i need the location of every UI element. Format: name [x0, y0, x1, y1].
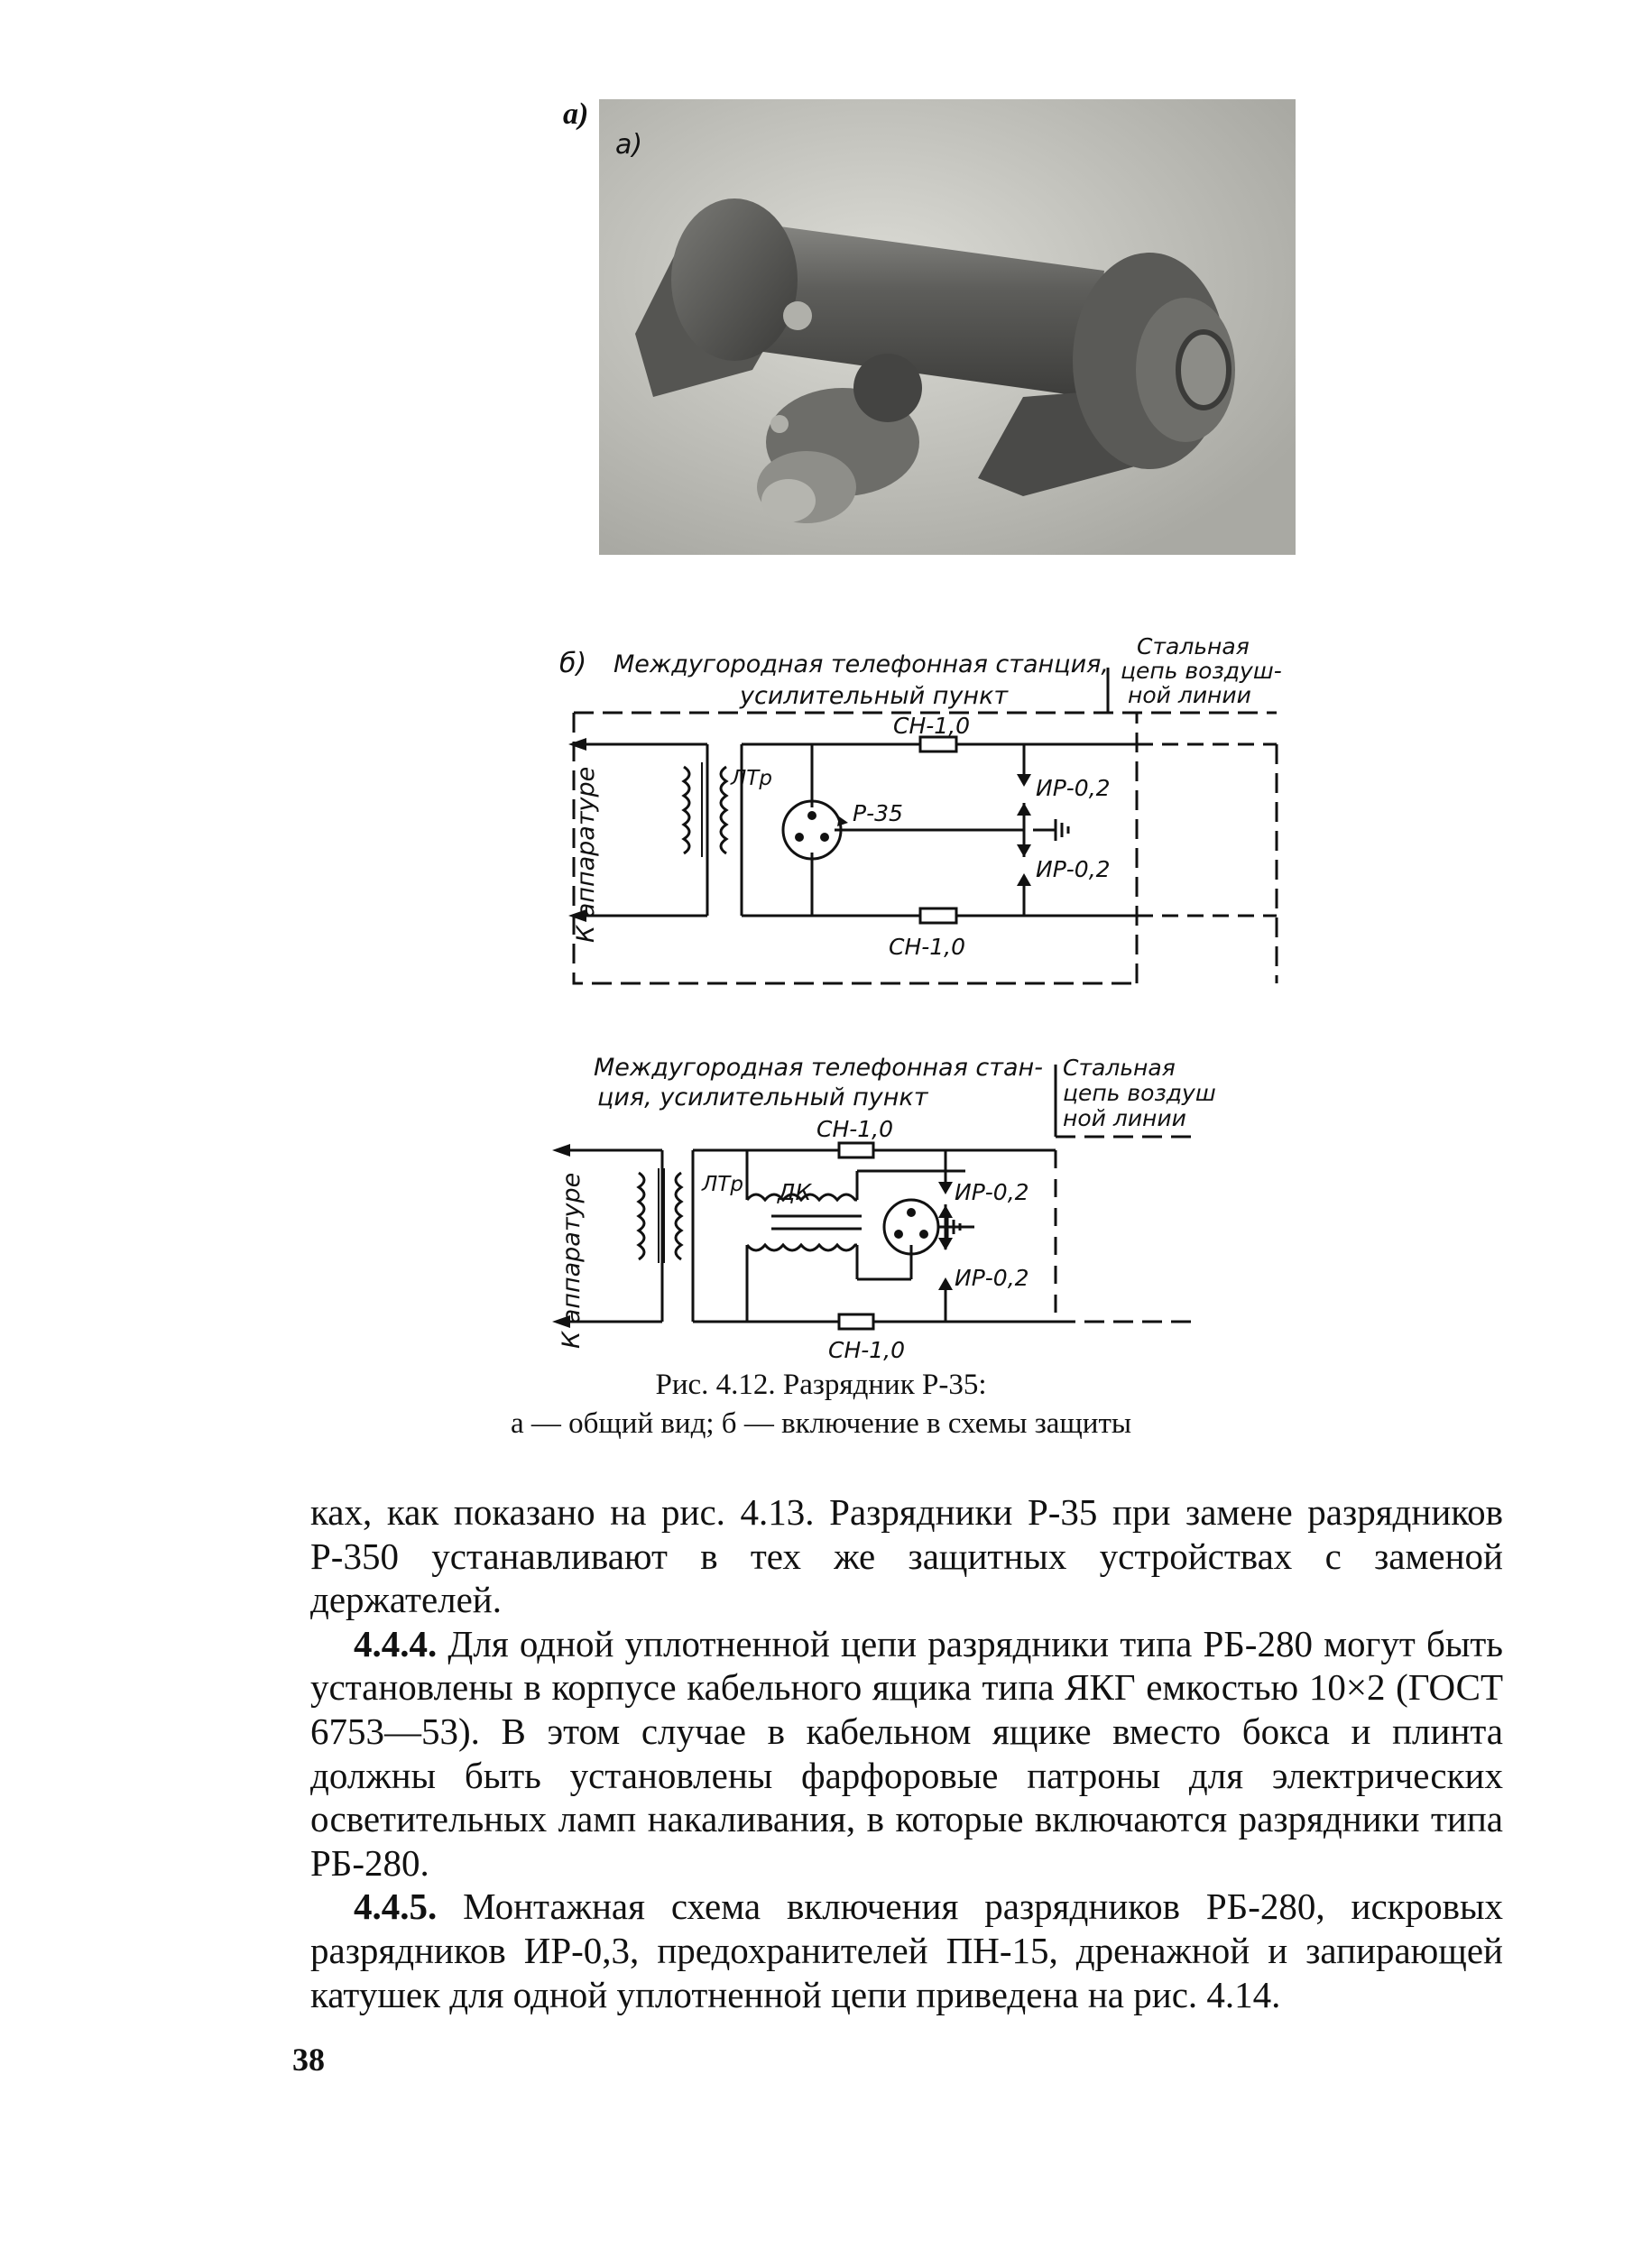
- paragraph-2-text: Для одной уплотненной цепи разрядники типа РБ-280 могут быть установлены в корпусе кабельного ящика типа ЯКГ емкостью 10×2 (ГОСТ 6753—53). В этом случае в кабельном ящике вместо бокса и плинта должны быть установлены фарфоровые патроны для электрических осветительных ламп накаливания, в которые включаются разрядники типа РБ-280.: [310, 1622, 1503, 1884]
- scheme-b-to-equipment: К аппаратуре: [572, 766, 600, 943]
- scheme-b-gap-bottom: ИР-0,2: [1036, 856, 1111, 882]
- body-text: [310, 1490, 1503, 2016]
- scheme-b-gap-top: ИР-0,2: [1036, 775, 1111, 801]
- scheme-b-fuse-bottom: СН-1,0: [889, 934, 966, 960]
- scheme-b-fuse-top-symbol: [920, 737, 956, 751]
- scheme-c-fuse-top: СН-1,0: [816, 1116, 894, 1142]
- svg-text:а): а): [615, 129, 643, 161]
- scheme-c-fuse-bottom: СН-1,0: [828, 1337, 906, 1363]
- scheme-b-station-line2: усилительный пункт: [740, 682, 1009, 710]
- scheme-b-fuse-top: СН-1,0: [893, 713, 971, 739]
- scheme-c-fuse-top-symbol: [839, 1143, 873, 1157]
- scheme-c-dk: ДК: [778, 1179, 812, 1205]
- figure-a-label: а): [563, 97, 589, 131]
- page-number: 38: [292, 2042, 325, 2078]
- scheme-b-station-line1: Междугородная телефонная станция,: [613, 650, 1109, 678]
- scheme-c-steel-line1: Стальная: [1063, 1055, 1176, 1081]
- scheme-c: [541, 1037, 1227, 1380]
- paragraph-2-number: 4.4.4.: [354, 1622, 438, 1664]
- scheme-b-fuse-bottom-symbol: [920, 908, 956, 923]
- scheme-b-arrester: Р-35: [853, 800, 903, 826]
- paragraph-1: ках, как показано на рис. 4.13. Разрядники Р-35 при замене разрядников Р-350 устанавливают в тех же защитных устройствах с заменой держателей.: [310, 1491, 1503, 1621]
- scheme-c-gap-top: ИР-0,2: [955, 1179, 1029, 1205]
- scheme-c-station-line2: ция, усилительный пункт: [597, 1083, 928, 1111]
- paragraph-3-number: 4.4.5.: [354, 1885, 438, 1928]
- scheme-c-steel-line2: цепь воздуш: [1063, 1080, 1216, 1106]
- scheme-b-steel-line2: цепь воздуш-: [1121, 658, 1282, 684]
- paragraph-2: [310, 1622, 1503, 1885]
- arrester-photo-drawing: [599, 99, 1296, 555]
- scheme-c-gap-bottom: ИР-0,2: [955, 1265, 1029, 1291]
- scheme-b-ltr: ЛТр: [731, 767, 772, 790]
- paragraph-3: [310, 1885, 1503, 2016]
- figure-caption-legend: а — общий вид; б — включение в схемы защиты: [510, 1407, 1132, 1440]
- paragraph-3-text: Монтажная схема включения разрядников РБ-280, искровых разрядников ИР-0,3, предохранителей ПН-15, дренажной и запирающей катушек для одной уплотненной цепи приведена на рис. 4.14.: [310, 1885, 1503, 2015]
- scheme-b: [541, 622, 1299, 1001]
- figure-caption-title: Рис. 4.12. Разрядник Р-35:: [655, 1369, 987, 1401]
- scheme-c-to-equipment: К аппаратуре: [558, 1172, 586, 1349]
- scheme-b-label: б): [559, 648, 587, 679]
- scheme-b-steel-line3: ной линии: [1128, 682, 1251, 708]
- arrester-photo: [599, 99, 1296, 555]
- scheme-c-steel-line3: ной линии: [1063, 1105, 1186, 1131]
- scheme-c-ltr: ЛТр: [702, 1173, 743, 1196]
- scheme-b-steel-line1: Стальная: [1137, 633, 1250, 659]
- scheme-c-station-line1: Междугородная телефонная стан-: [594, 1054, 1043, 1082]
- scheme-c-fuse-bottom-symbol: [839, 1314, 873, 1329]
